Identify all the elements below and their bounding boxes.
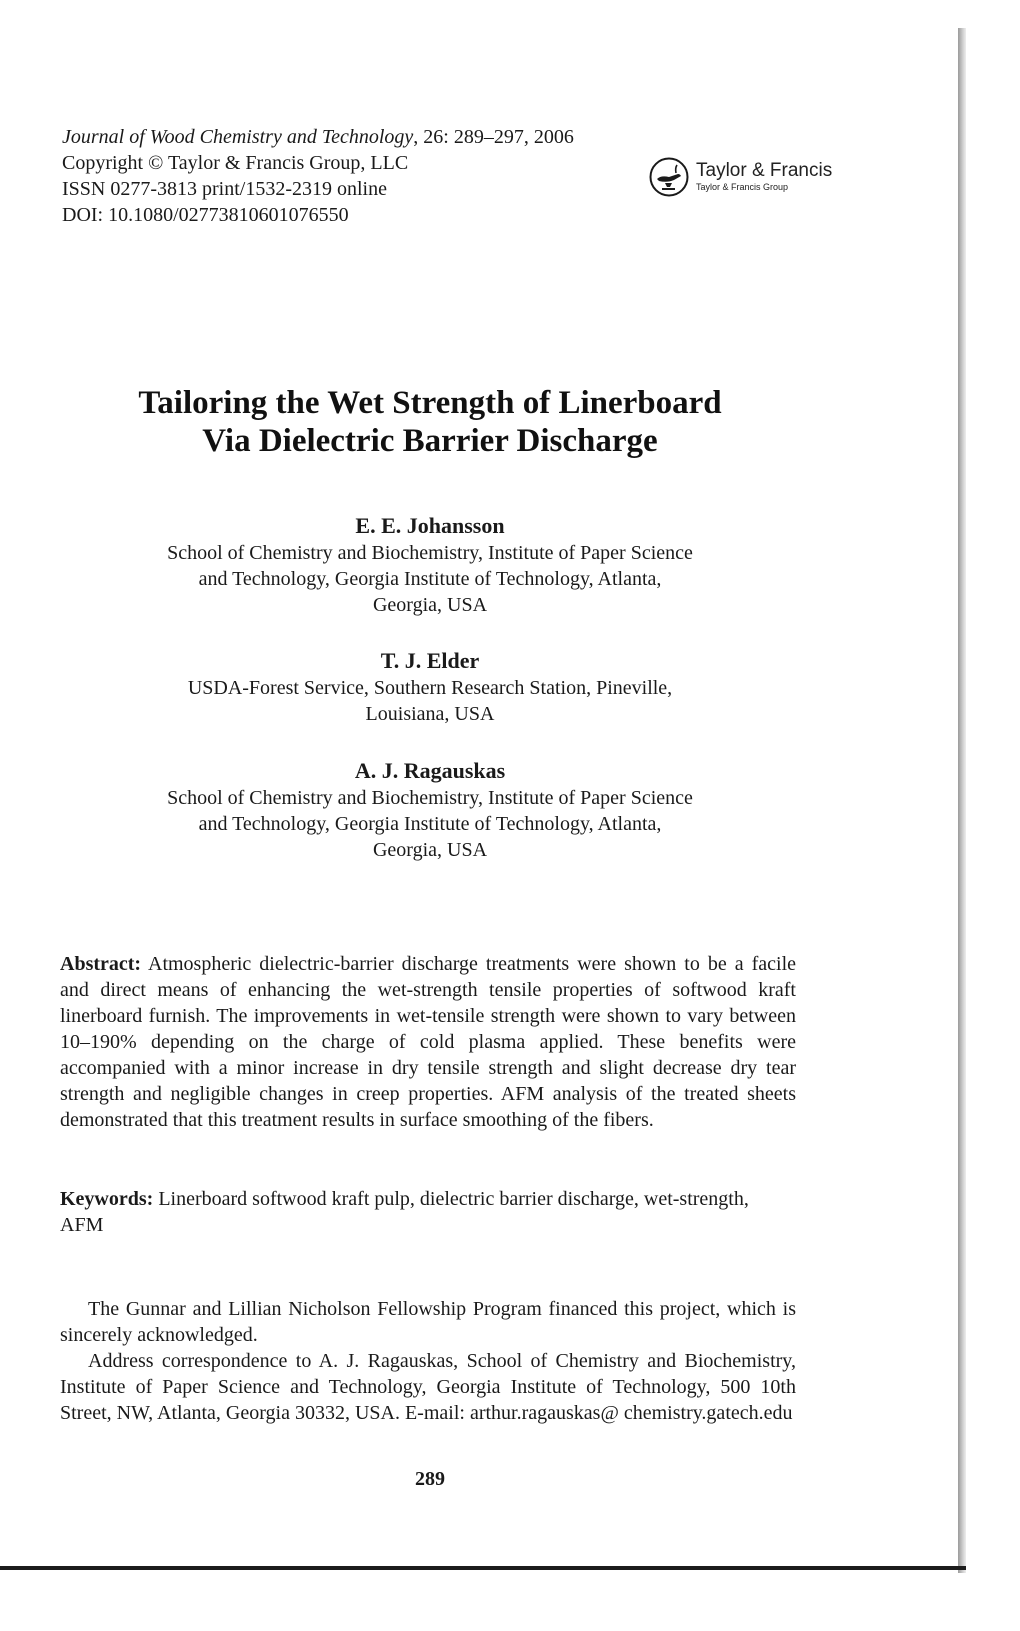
abstract	[60, 951, 796, 1133]
funding-footnote: The Gunnar and Lillian Nicholson Fellowship Program financed this project, which is sincerely acknowledged.	[60, 1298, 796, 1346]
abstract-text: Atmospheric dielectric-barrier discharge treatments were shown to be a facile and direct means of enhancing the wet-strength tensile properties of softwood kraft linerboard furnish. The improvements in wet-tensile strength were shown to vary between 10–190% depending on the charge of cold plasma applied. These benefits were accompanied with a minor increase in dry tensile strength and slight decrease dry tear strength and negligible changes in creep properties. AFM analysis of the treated sheets demonstrated that this treatment results in surface smoothing of the fibers.	[60, 953, 796, 1131]
journal-header	[62, 124, 574, 228]
author-affiliation	[100, 540, 760, 618]
lamp-logo-icon	[648, 156, 690, 198]
copyright-line: Copyright © Taylor & Francis Group, LLC	[62, 152, 409, 174]
publisher-name: Taylor & Francis	[696, 160, 833, 181]
publisher-group: Taylor & Francis Group	[696, 182, 789, 192]
keywords	[60, 1186, 796, 1238]
author-name: E. E. Johansson	[355, 513, 505, 538]
author-name: T. J. Elder	[380, 648, 480, 673]
affiliation-line: School of Chemistry and Biochemistry, Institute of Paper Science	[167, 787, 693, 809]
author-affiliation	[100, 785, 760, 863]
publisher-text	[696, 161, 832, 193]
author-affiliation	[100, 675, 760, 727]
affiliation-line: Louisiana, USA	[365, 703, 495, 725]
author-block-johansson	[100, 512, 760, 618]
journal-name: Journal of Wood Chemistry and Technology	[62, 126, 414, 148]
keywords-text: Linerboard softwood kraft pulp, dielectric barrier discharge, wet-strength, AFM	[60, 1188, 749, 1236]
keywords-label: Keywords:	[60, 1188, 154, 1210]
affiliation-line: and Technology, Georgia Institute of Technology, Atlanta,	[198, 568, 662, 590]
affiliation-line: School of Chemistry and Biochemistry, Institute of Paper Science	[167, 542, 693, 564]
paper-title	[0, 384, 860, 460]
page-number: 289	[415, 1468, 445, 1490]
abstract-label: Abstract:	[60, 953, 142, 975]
author-name: A. J. Ragauskas	[354, 758, 506, 783]
journal-citation: , 26: 289–297, 2006	[413, 126, 574, 148]
scan-page-edge	[958, 28, 966, 1573]
bottom-rule	[0, 1566, 966, 1570]
affiliation-line: and Technology, Georgia Institute of Technology, Atlanta,	[198, 813, 662, 835]
correspondence-footnote: Address correspondence to A. J. Ragauskas, School of Chemistry and Biochemistry, Institute of Paper Science and Technology, Georgia Institute of Technology, 500 10th Street, NW, Atlanta, Georgia 30332, USA. E-mail: arthur.ragauskas@ chemistry.gatech.edu	[60, 1350, 796, 1424]
author-block-ragauskas	[100, 757, 760, 863]
publisher-logo	[648, 156, 832, 198]
affiliation-line: USDA-Forest Service, Southern Research Station, Pineville,	[187, 677, 673, 699]
doi-line[interactable]: DOI: 10.1080/02773810601076550	[62, 204, 349, 226]
affiliation-line: Georgia, USA	[372, 594, 488, 616]
title-line-1: Tailoring the Wet Strength of Linerboard	[138, 385, 722, 421]
title-line-2: Via Dielectric Barrier Discharge	[202, 423, 658, 459]
author-block-elder	[100, 647, 760, 727]
affiliation-line: Georgia, USA	[372, 839, 488, 861]
journal-citation-line	[62, 124, 574, 150]
issn-line: ISSN 0277-3813 print/1532-2319 online	[62, 178, 387, 200]
